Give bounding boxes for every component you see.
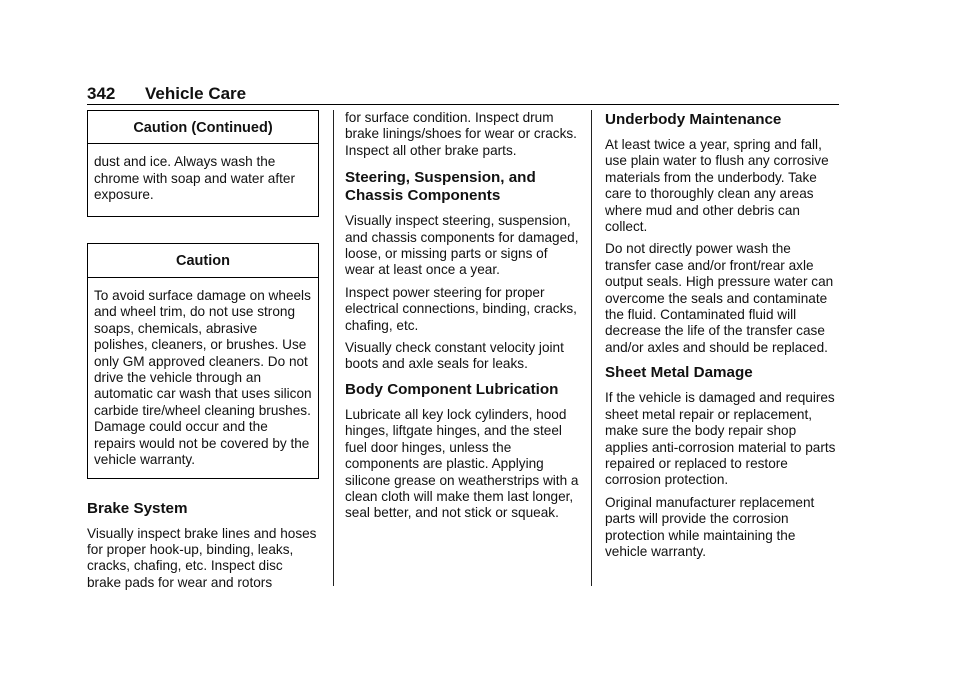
page-number: 342 [87,84,116,103]
header-rule [87,104,839,105]
column-1 [87,110,319,597]
section-title: Vehicle Care [145,84,247,103]
body-lubrication-text: Lubricate all key lock cylinders, hood hinges, liftgate hinges, and the steel fuel door hinges, unless the components are plastic. Applying silicone grease on weatherstrips with a clean cloth will make them last longer, seal better, and not stick or squeak. [345,406,579,521]
underbody-maintenance-heading: Underbody Maintenance [605,111,782,128]
sheet-metal-paragraph-1: If the vehicle is damaged and requires sheet metal repair or replacement, make sure the body repair shop applies anti-corrosion material to parts repaired or replaced to restore corrosion protection. [605,390,836,488]
caution-continued-body: dust and ice. Always wash the chrome with soap and water after exposure. [94,154,295,203]
underbody-paragraph-1: At least twice a year, spring and fall, use plain water to flush any corrosive materials from the underbody. Take care to thoroughly clean any areas where mud and other debris can collect. [605,137,829,235]
column-divider-1 [333,110,334,586]
column-3 [605,110,840,566]
underbody-paragraph-2: Do not directly power wash the transfer case and/or front/rear axle output seals. High pressure water can overcome the seals and contaminate the fluid. Contaminated fluid will decrease the life of the transfer case and/or axles and should be replaced. [605,241,834,355]
column-2 [345,110,580,528]
steering-suspension-heading: Steering, Suspension, and Chassis Components [345,169,536,205]
caution-body: To avoid surface damage on wheels and wheel trim, do not use strong soaps, chemicals, abrasive polishes, cleaners, or brushes. Use only GM approved cleaners. Do not drive the vehicle through an automatic car wash that uses silicon carbide tire/wheel cleaning brushes. Damage could occur and the repairs would not be covered by the vehicle warranty. [94,288,312,468]
sheet-metal-paragraph-2: Original manufacturer replacement parts will provide the corrosion protection while maintaining the vehicle warranty. [605,494,815,559]
caution-continued-box [87,110,319,217]
column-divider-2 [591,110,592,586]
steering-paragraph-2: Inspect power steering for proper electrical connections, binding, cracks, chafing, etc. [345,284,577,333]
body-lubrication-heading: Body Component Lubrication [345,380,559,398]
brake-system-heading: Brake System [87,499,188,517]
page-header [87,84,246,104]
caution-continued-title: Caution (Continued) [88,111,318,144]
steering-paragraph-3: Visually check constant velocity joint boots and axle seals for leaks. [345,340,564,372]
sheet-metal-damage-heading: Sheet Metal Damage [605,364,753,382]
brake-system-text: Visually inspect brake lines and hoses for proper hook-up, binding, leaks, cracks, chafing, etc. Inspect disc brake pads for wear and rotors [87,525,317,590]
brake-system-continued-text: for surface condition. Inspect drum brake linings/shoes for wear or cracks. Inspect all other brake parts. [345,110,577,158]
caution-title: Caution [88,244,318,278]
steering-paragraph-1: Visually inspect steering, suspension, and chassis components for damaged, loose, or missing parts or signs of wear at least once a year. [345,213,579,278]
caution-box [87,243,319,479]
